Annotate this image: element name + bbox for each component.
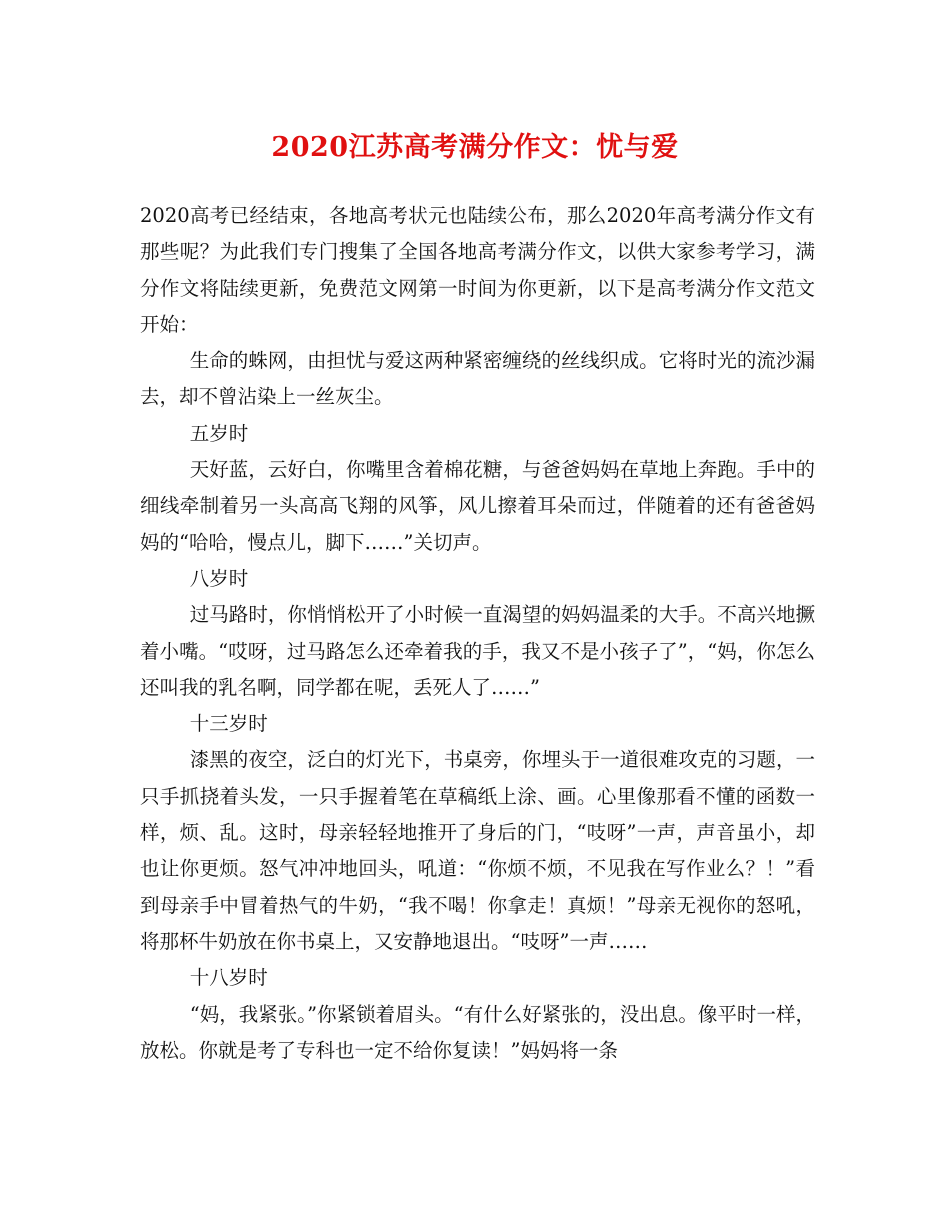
paragraph: 天好蓝，云好白，你嘴里含着棉花糖，与爸爸妈妈在草地上奔跑。手中的细线牵制着另一头高高飞翔的风筝，风儿擦着耳朵而过，伴随着的还有爸爸妈妈的“哈哈，慢点儿，脚下……”关切声。 <box>140 458 815 554</box>
document-title: 2020江苏高考满分作文：忧与爱 <box>271 132 679 163</box>
section-heading-age-18: 十八岁时 <box>189 966 268 990</box>
paragraph: 漆黑的夜空，泛白的灯光下，书桌旁，你埋头于一道很难攻克的习题，一只手抓挠着头发，一只手握着笔在草稿纸上涂、画。心里像那看不懂的函数一样，烦、乱。这时，母亲轻轻地推开了身后的门，“吱呀”一声，声音虽小，却也让你更烦。怒气冲冲地回头，吼道：“你烦不烦，不见我在写作业么？！”看到母亲手中冒着热气的牛奶，“我不喝！你拿走！真烦！”母亲无视你的怒吼，将那杯牛奶放在你书桌上，又安静地退出。“吱呀”一声…… <box>140 748 815 953</box>
paragraph: 过马路时，你悄悄松开了小时候一直渴望的妈妈温柔的大手。不高兴地撅着小嘴。“哎呀，过马路怎么还牵着我的手，我又不是小孩子了”，“妈，你怎么还叫我的乳名啊，同学都在呢，丢死人了……” <box>140 603 815 699</box>
section-heading-age-13: 十三岁时 <box>189 712 268 736</box>
paragraph: “妈，我紧张。”你紧锁着眉头。“有什么好紧张的，没出息。像平时一样，放松。你就是考了专科也一定不给你复读！”妈妈将一条 <box>140 1002 815 1062</box>
section-heading-age-8: 八岁时 <box>189 566 249 590</box>
document-body <box>140 198 815 1069</box>
intro-paragraph: 2020高考已经结束，各地高考状元也陆续公布，那么2020年高考满分作文有那些呢？为此我们专门搜集了全国各地高考满分作文，以供大家参考学习，满分作文将陆续更新，免费范文网第一时间为你更新，以下是高考满分作文范文开始： <box>140 204 815 336</box>
paragraph: 生命的蛛网，由担忧与爱这两种紧密缠绕的丝线织成。它将时光的流沙漏去，却不曾沾染上一丝灰尘。 <box>140 349 815 409</box>
section-heading-age-5: 五岁时 <box>189 421 249 445</box>
